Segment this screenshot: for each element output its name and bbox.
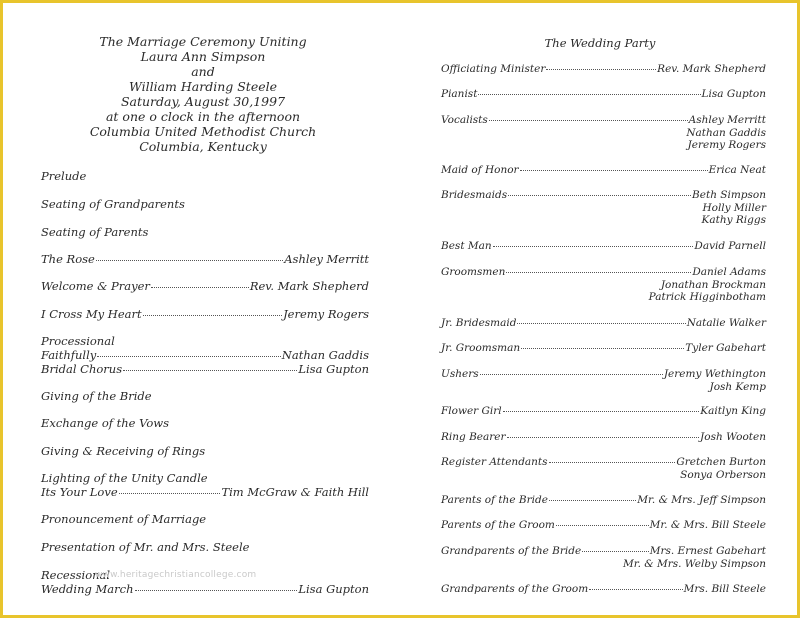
party-role: [441, 240, 766, 253]
watermark: www.heritagechristiancollege.com: [95, 570, 257, 580]
role-name: Lisa Gupton: [701, 88, 766, 100]
program-label: Recessional: [41, 568, 111, 582]
role-name: Holly Miller: [702, 201, 766, 214]
dot-leader: [478, 94, 700, 95]
role-name: Jonathan Brockman: [660, 278, 766, 291]
program-item: [41, 197, 369, 211]
program-label: The Rose: [41, 252, 95, 266]
role-label: Maid of Honor: [441, 164, 519, 176]
party-role: [441, 519, 766, 532]
party-role: [441, 583, 766, 596]
program-label: Seating of Parents: [41, 225, 149, 239]
header-line: Columbia United Methodist Church: [89, 124, 317, 139]
program-item: [41, 512, 369, 526]
program-performer: Nathan Gaddis: [281, 348, 369, 362]
role-label: Grandparents of the Bride: [441, 545, 582, 557]
header-line: William Harding Steele: [128, 79, 278, 94]
program-performer: Ashley Merritt: [284, 252, 369, 266]
role-label: Bridesmaids: [441, 189, 508, 201]
party-role: [441, 88, 766, 101]
program-item: [41, 334, 369, 376]
program-label: Giving & Receiving of Rings: [41, 444, 206, 458]
dot-leader: [521, 348, 684, 349]
role-name: Kathy Riggs: [701, 214, 766, 226]
header-line: Saturday, August 30,1997: [120, 94, 286, 109]
header-line: and: [191, 64, 215, 79]
program-performer: Rev. Mark Shepherd: [249, 279, 369, 293]
header-line: at one o clock in the afternoon: [105, 109, 301, 124]
program-label: Pronouncement of Marriage: [41, 512, 207, 526]
role-label: Parents of the Groom: [441, 519, 555, 531]
role-name: Josh Kemp: [709, 380, 766, 393]
program-item: [41, 471, 369, 499]
party-role: [441, 405, 766, 418]
dot-leader: [489, 120, 688, 121]
program-sheet: [3, 3, 797, 615]
dot-leader: [508, 195, 691, 196]
dot-leader: [506, 272, 691, 273]
role-name: Mr. & Mrs. Welby Simpson: [622, 557, 766, 570]
party-role: [441, 266, 766, 304]
party-role: [441, 456, 766, 481]
role-name: Gretchen Burton: [676, 456, 766, 468]
ceremony-page: [3, 3, 403, 615]
header-line: Laura Ann Simpson: [140, 49, 266, 64]
dot-leader: [119, 493, 221, 494]
role-label: Flower Girl: [441, 405, 502, 417]
program-label: Its Your Love: [41, 485, 118, 499]
role-label: Register Attendants: [441, 456, 548, 468]
role-label: Jr. Groomsman: [441, 342, 521, 354]
role-label: Groomsmen: [441, 266, 506, 278]
program-label: Bridal Chorus: [41, 362, 123, 376]
dot-leader: [507, 437, 700, 438]
program-item: [41, 389, 369, 403]
program-item: [41, 444, 369, 458]
party-role: [441, 494, 766, 507]
program-label: Faithfully: [41, 348, 97, 362]
role-label: Best Man: [441, 240, 492, 252]
dot-leader: [549, 500, 636, 501]
role-name: Mrs. Bill Steele: [683, 583, 766, 595]
role-label: Pianist: [441, 88, 478, 100]
role-name: Daniel Adams: [692, 266, 766, 278]
dot-leader: [97, 356, 281, 357]
role-name: Jeremy Wethington: [663, 368, 766, 380]
role-label: Ring Bearer: [441, 431, 506, 443]
program-performer: Jeremy Rogers: [283, 307, 369, 321]
program-item: [41, 416, 369, 430]
program-label: Wedding March: [41, 582, 134, 596]
program-label: Welcome & Prayer: [41, 279, 150, 293]
role-name: Ashley Merritt: [688, 114, 766, 126]
dot-leader: [135, 590, 298, 591]
role-label: Jr. Bridesmaid: [441, 317, 517, 329]
role-label: Ushers: [441, 368, 479, 380]
role-name: Sonya Orberson: [680, 468, 766, 481]
role-name: Beth Simpson: [692, 189, 766, 201]
role-name: Mrs. Ernest Gabehart: [649, 545, 766, 557]
role-name: David Parnell: [694, 240, 766, 252]
program-performer: Lisa Gupton: [298, 362, 369, 376]
dot-leader: [143, 315, 282, 316]
role-name: Natalie Walker: [686, 317, 766, 329]
dot-leader: [549, 462, 676, 463]
dot-leader: [546, 69, 656, 70]
role-name: Patrick Higginbotham: [648, 291, 766, 303]
role-label: Grandparents of the Groom: [441, 583, 589, 595]
party-role: [441, 431, 766, 444]
party-role: [441, 114, 766, 152]
party-role: [441, 189, 766, 227]
program-label: Presentation of Mr. and Mrs. Steele: [41, 540, 250, 554]
dot-leader: [503, 411, 700, 412]
role-label: Vocalists: [441, 114, 488, 126]
wedding-party-page: [403, 3, 797, 615]
role-name: Erica Neat: [708, 164, 766, 176]
ceremony-header: [3, 34, 403, 154]
role-label: Parents of the Bride: [441, 494, 548, 506]
dot-leader: [493, 246, 694, 247]
party-role: [441, 164, 766, 177]
party-role: [441, 63, 766, 76]
role-name: Mr. & Mrs. Jeff Simpson: [637, 494, 766, 506]
party-role: [441, 545, 766, 570]
dot-leader: [556, 525, 649, 526]
dot-leader: [96, 260, 283, 261]
program-label: Seating of Grandparents: [41, 197, 185, 211]
role-name: Josh Wooten: [700, 431, 766, 443]
role-name: Nathan Gaddis: [686, 126, 766, 139]
wedding-party-title: The Wedding Party: [544, 36, 656, 50]
role-name: Tyler Gabehart: [685, 342, 766, 354]
header-line: Columbia, Kentucky: [139, 139, 267, 154]
program-performer: Tim McGraw & Faith Hill: [221, 485, 369, 499]
program-item: [41, 540, 369, 554]
program-label: Prelude: [41, 169, 87, 183]
role-name: Mr. & Mrs. Bill Steele: [649, 519, 766, 531]
dot-leader: [123, 370, 297, 371]
party-role: [441, 368, 766, 393]
dot-leader: [520, 170, 708, 171]
program-item: [41, 225, 369, 239]
dot-leader: [589, 589, 682, 590]
program-item: [41, 279, 369, 293]
dot-leader: [480, 374, 663, 375]
program-item: [41, 252, 369, 266]
role-name: Kaitlyn King: [700, 405, 766, 417]
role-name: Jeremy Rogers: [687, 139, 766, 151]
program-item: [41, 307, 369, 321]
program-label: Giving of the Bride: [41, 389, 152, 403]
role-label: Officiating Minister: [441, 63, 546, 75]
party-role: [441, 317, 766, 330]
program-label: Processional: [41, 334, 115, 348]
role-name: Rev. Mark Shepherd: [657, 63, 766, 75]
header-line: The Marriage Ceremony Uniting: [99, 34, 307, 49]
dot-leader: [582, 551, 649, 552]
dot-leader: [517, 323, 685, 324]
program-label: Lighting of the Unity Candle: [41, 471, 208, 485]
program-label: I Cross My Heart: [41, 307, 142, 321]
party-role: [441, 342, 766, 355]
program-item: [41, 169, 369, 183]
dot-leader: [151, 287, 249, 288]
program-label: Exchange of the Vows: [41, 416, 170, 430]
program-performer: Lisa Gupton: [298, 582, 369, 596]
